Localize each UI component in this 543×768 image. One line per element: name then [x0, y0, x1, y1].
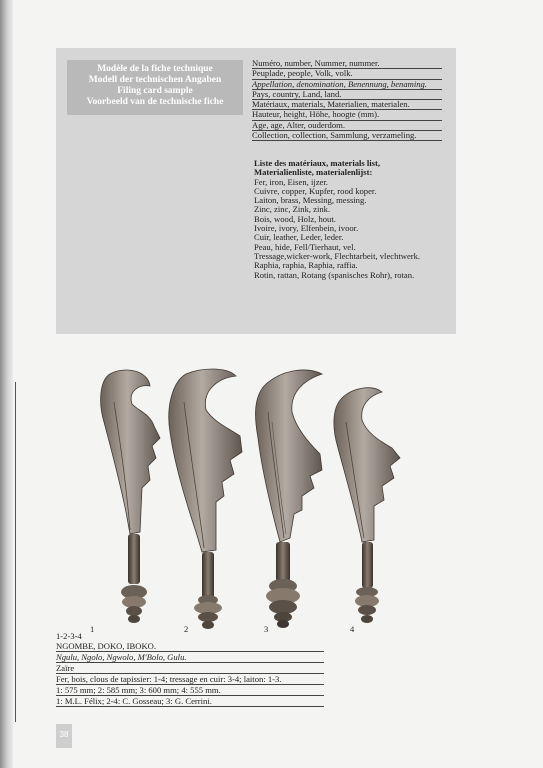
- title-line-en: Filing card sample: [117, 86, 193, 96]
- materials-heading-1: Liste des matériaux, materials list,: [254, 158, 381, 168]
- material-item: Bois, wood, Holz, hout.: [254, 213, 336, 224]
- knives-photograph: [90, 362, 420, 630]
- margin-rule: [15, 382, 16, 722]
- field-number: Numéro, number, Nummer, nummer.: [252, 59, 442, 69]
- material-item: Peau, hide, Fell/Tierhaut, vel.: [254, 241, 356, 252]
- knife-3: [256, 370, 322, 628]
- material-item: Ivoire, ivory, Elfenbein, ivoor.: [254, 223, 359, 234]
- field-denomination: Appellation, denomination, Benennung, benaming.: [252, 80, 442, 90]
- page-number: 38: [59, 730, 69, 739]
- title-line-nl: Voorbeeld van de technische fiche: [86, 97, 224, 107]
- book-spine-shadow: [0, 0, 13, 768]
- figure-number-4: 4: [350, 624, 355, 634]
- figure-number-2: 2: [184, 624, 189, 634]
- field-people: Peuplade, people, Volk, volk.: [252, 69, 442, 79]
- knife-4: [334, 388, 400, 623]
- material-item: Tressage,wicker-work, Flechtarbeit, vlechtwerk.: [254, 250, 421, 261]
- material-item: Rotin, rattan, Rotang (spanisches Rohr), rotan.: [254, 269, 415, 280]
- knife-2: [169, 369, 242, 629]
- field-collection: Collection, collection, Sammlung, verzameling.: [252, 131, 442, 141]
- caption-country: Zaïre: [56, 663, 324, 674]
- field-legend: [252, 59, 442, 141]
- figure-number-1: 1: [90, 624, 95, 634]
- caption-people: NGOMBE, DOKO, IBOKO.: [56, 641, 324, 652]
- title-line-fr: Modèle de la fiche technique: [97, 64, 213, 74]
- knife-1: [101, 370, 160, 623]
- caption-materials: Fer, bois, clous de tapissier: 1-4; tressage en cuir: 3-4; laiton: 1-3.: [56, 674, 324, 685]
- materials-list: [254, 159, 449, 280]
- material-item: Raphia, raphia, Raphia, raffia.: [254, 260, 358, 271]
- caption-collection: 1: M.L. Félix; 2-4: C. Gosseau; 3: G. Cerrini.: [56, 696, 324, 707]
- field-age: Age, age, Alter, ouderdom.: [252, 121, 442, 131]
- object-caption: [56, 631, 324, 707]
- caption-reference: 1-2-3-4: [56, 631, 82, 641]
- field-height: Hauteur, height, Höhe, hoogte (mm).: [252, 110, 442, 120]
- title-line-de: Modell der technischen Angaben: [88, 75, 222, 85]
- field-materials: Matériaux, materials, Materialien, materialen.: [252, 100, 442, 110]
- field-country: Pays, country, Land, land.: [252, 90, 442, 100]
- material-item: Zinc, zinc, Zink, zink.: [254, 204, 331, 215]
- figure-number-3: 3: [264, 624, 269, 634]
- materials-heading-2: Materialienliste, materialenlijst:: [254, 167, 373, 178]
- material-item: Cuir, leather, Leder, leder.: [254, 232, 344, 243]
- material-item: Fer, iron, Eisen, ijzer.: [254, 176, 328, 187]
- material-item: Laiton, brass, Messing, messing.: [254, 195, 367, 206]
- filing-card-title-box: [67, 60, 243, 115]
- material-item: Cuivre, copper, Kupfer, rood koper.: [254, 185, 377, 196]
- caption-denomination: Ngulu, Ngolo, Ngwolo, M'Bolo, Gulu.: [56, 652, 324, 663]
- caption-height: 1: 575 mm; 2: 585 mm; 3: 600 mm; 4: 555 mm.: [56, 685, 324, 696]
